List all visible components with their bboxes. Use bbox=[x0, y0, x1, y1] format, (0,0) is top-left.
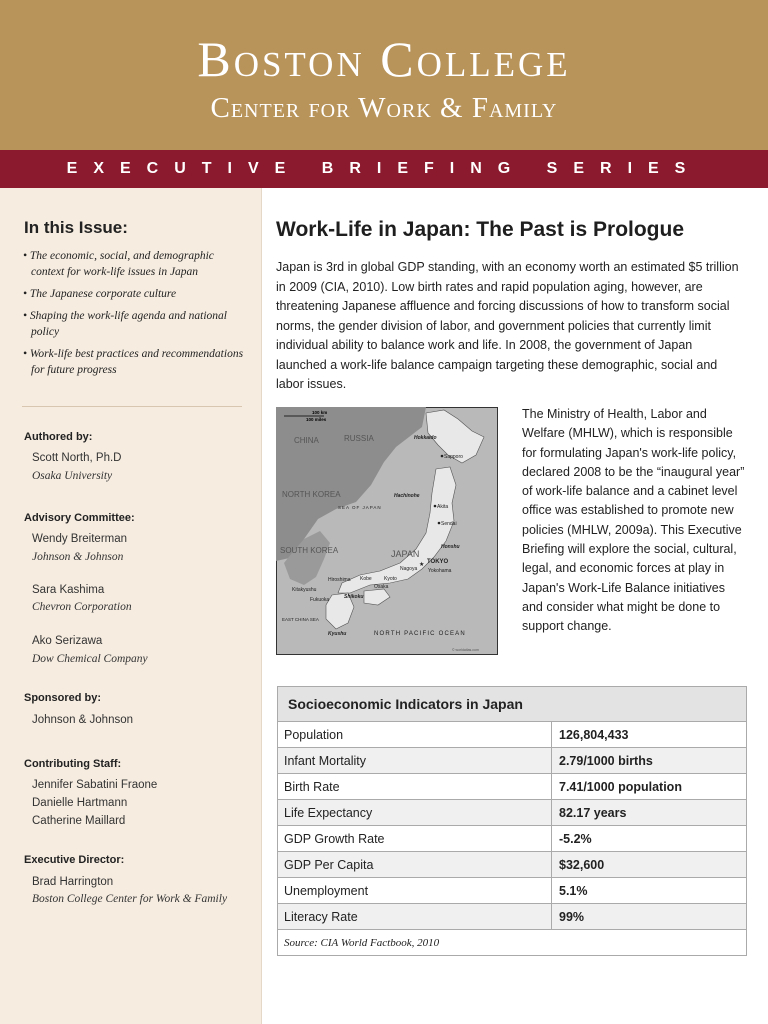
table-row bbox=[278, 748, 747, 774]
advisory-label: Advisory Committee: bbox=[24, 512, 135, 524]
indicator-label: Life Expectancy bbox=[278, 800, 552, 826]
author-name: Scott North, Ph.D bbox=[32, 452, 122, 464]
director-org: Boston College Center for Work & Family bbox=[32, 893, 228, 905]
table-source: Source: CIA World Factbook, 2010 bbox=[278, 930, 747, 956]
sponsored-label: Sponsored by: bbox=[24, 692, 102, 704]
issue-heading: In this Issue: bbox=[24, 218, 128, 237]
marker-tokyo: ★ bbox=[419, 562, 425, 568]
label-tokyo: TOKYO bbox=[427, 559, 449, 565]
table-title: Socioeconomic Indicators in Japan bbox=[278, 687, 747, 722]
issue-item: • The economic, social, and demographic context for work-life issues in Japan bbox=[23, 250, 214, 278]
indicator-label: GDP Growth Rate bbox=[278, 826, 552, 852]
marker-sapporo bbox=[441, 455, 444, 458]
advisor-org: Johnson & Johnson bbox=[32, 551, 124, 563]
authored-label: Authored by: bbox=[24, 431, 93, 443]
issue-item: • Work-life best practices and recommendations for future progress bbox=[23, 348, 244, 376]
marker-akita bbox=[434, 505, 437, 508]
indicator-label: GDP Per Capita bbox=[278, 852, 552, 878]
sponsor-name: Johnson & Johnson bbox=[32, 714, 134, 726]
staff-label: Contributing Staff: bbox=[24, 758, 122, 770]
table-row bbox=[278, 878, 747, 904]
indicator-label: Unemployment bbox=[278, 878, 552, 904]
staff-name: Danielle Hartmann bbox=[32, 797, 128, 809]
label-hiroshima: Hiroshima bbox=[328, 577, 351, 583]
indicator-label: Population bbox=[278, 722, 552, 748]
sidebar-divider bbox=[22, 406, 242, 407]
director-label: Executive Director: bbox=[24, 854, 125, 866]
sidebar bbox=[0, 188, 262, 1024]
label-russia: RUSSIA bbox=[344, 434, 374, 443]
author-org: Osaka University bbox=[32, 470, 113, 482]
label-yokohama: Yokohama bbox=[428, 568, 452, 574]
label-hokkaido: Hokkaido bbox=[414, 435, 437, 441]
label-akita: Akita bbox=[437, 504, 449, 510]
label-kyushu: Kyushu bbox=[328, 631, 347, 637]
scale-mi: 100 miles bbox=[306, 417, 327, 422]
label-fukuoka: Fukuoka bbox=[310, 597, 330, 603]
header-banner bbox=[0, 0, 768, 150]
map-credit: © worldatlas.com bbox=[452, 648, 479, 652]
indicator-label: Infant Mortality bbox=[278, 748, 552, 774]
indicator-value: 126,804,433 bbox=[552, 722, 747, 748]
scale-km: 100 km bbox=[312, 410, 328, 415]
advisor-name: Sara Kashima bbox=[32, 584, 105, 596]
label-osaka: Osaka bbox=[374, 584, 389, 590]
indicator-label: Birth Rate bbox=[278, 774, 552, 800]
label-north-korea: NORTH KOREA bbox=[282, 490, 341, 499]
table-row bbox=[278, 722, 747, 748]
advisor-org: Dow Chemical Company bbox=[32, 653, 148, 665]
indicator-value: 7.41/1000 population bbox=[552, 774, 747, 800]
issue-list bbox=[22, 248, 244, 384]
indicator-value: 82.17 years bbox=[552, 800, 747, 826]
staff-name: Catherine Maillard bbox=[32, 815, 126, 827]
issue-item: • Shaping the work-life agenda and national policy bbox=[23, 310, 227, 338]
table-header-row bbox=[278, 687, 747, 722]
table-source-row bbox=[278, 930, 747, 956]
label-kobe: Kobe bbox=[360, 576, 372, 582]
label-north-pacific: NORTH PACIFIC OCEAN bbox=[374, 631, 466, 637]
label-kitakyushu: Kitakyushu bbox=[292, 587, 317, 593]
table-row bbox=[278, 904, 747, 930]
indicators-table bbox=[277, 686, 747, 956]
label-sendai: Sendai bbox=[441, 521, 457, 527]
label-shikoku: Shikoku bbox=[344, 594, 364, 600]
mhlw-paragraph: The Ministry of Health, Labor and Welfare (MHLW), which is responsible for formulating Japan's work-life policy, declared 2008 to be the “inaugural year” of work-life balance and a cabinet level office was established to promote new policies (MHLW, 2009a). This Executive Briefing will explore the social, cultural, legal, and economic forces at play in Japan's Work-Life Balance initiatives and consider what might be done to support change. bbox=[522, 407, 745, 634]
intro-paragraph: Japan is 3rd in global GDP standing, with an economy worth an estimated $5 trillion in 2009 (CIA, 2010). Low birth rates and rapid population aging, however, are threatening Japanese affluence and forcing discussions of how to transform social norms, the gender division of labor, and government policies that currently limit individual ability to balance work and life. In 2008, the government of Japan launched a work-life balance campaign targeting these demographic, social and labor issues. bbox=[276, 260, 739, 391]
advisor-name: Ako Serizawa bbox=[32, 635, 103, 647]
indicator-value: 5.1% bbox=[552, 878, 747, 904]
label-south-korea: SOUTH KOREA bbox=[280, 546, 339, 555]
label-hachinohe: Hachinohe bbox=[394, 493, 420, 499]
marker-sendai bbox=[438, 522, 441, 525]
label-east-china-sea: EAST CHINA SEA bbox=[282, 617, 319, 622]
director-name: Brad Harrington bbox=[32, 876, 114, 888]
article-title: Work-Life in Japan: The Past is Prologue bbox=[276, 218, 685, 241]
indicator-label: Literacy Rate bbox=[278, 904, 552, 930]
table-row bbox=[278, 774, 747, 800]
college-title: Boston College bbox=[197, 31, 571, 87]
table-row bbox=[278, 800, 747, 826]
label-china: CHINA bbox=[294, 436, 319, 445]
staff-name: Jennifer Sabatini Fraone bbox=[32, 779, 158, 791]
label-sea-of-japan: SEA OF JAPAN bbox=[338, 505, 382, 510]
label-kyoto: Kyoto bbox=[384, 576, 397, 582]
issue-item: • The Japanese corporate culture bbox=[23, 288, 177, 300]
table-row bbox=[278, 852, 747, 878]
label-japan: JAPAN bbox=[391, 549, 420, 559]
indicator-value: 99% bbox=[552, 904, 747, 930]
advisor-name: Wendy Breiterman bbox=[32, 533, 128, 545]
indicator-value: -5.2% bbox=[552, 826, 747, 852]
table-row bbox=[278, 826, 747, 852]
advisor-org: Chevron Corporation bbox=[32, 601, 132, 613]
label-honshu: Honshu bbox=[441, 544, 460, 550]
indicator-value: 2.79/1000 births bbox=[552, 748, 747, 774]
series-band: EXECUTIVE BRIEFING SERIES bbox=[0, 150, 768, 188]
label-sapporo: Sapporo bbox=[444, 454, 463, 460]
center-subtitle: Center for Work & Family bbox=[210, 92, 558, 124]
indicator-value: $32,600 bbox=[552, 852, 747, 878]
japan-map bbox=[276, 407, 498, 655]
label-nagoya: Nagoya bbox=[400, 566, 418, 572]
